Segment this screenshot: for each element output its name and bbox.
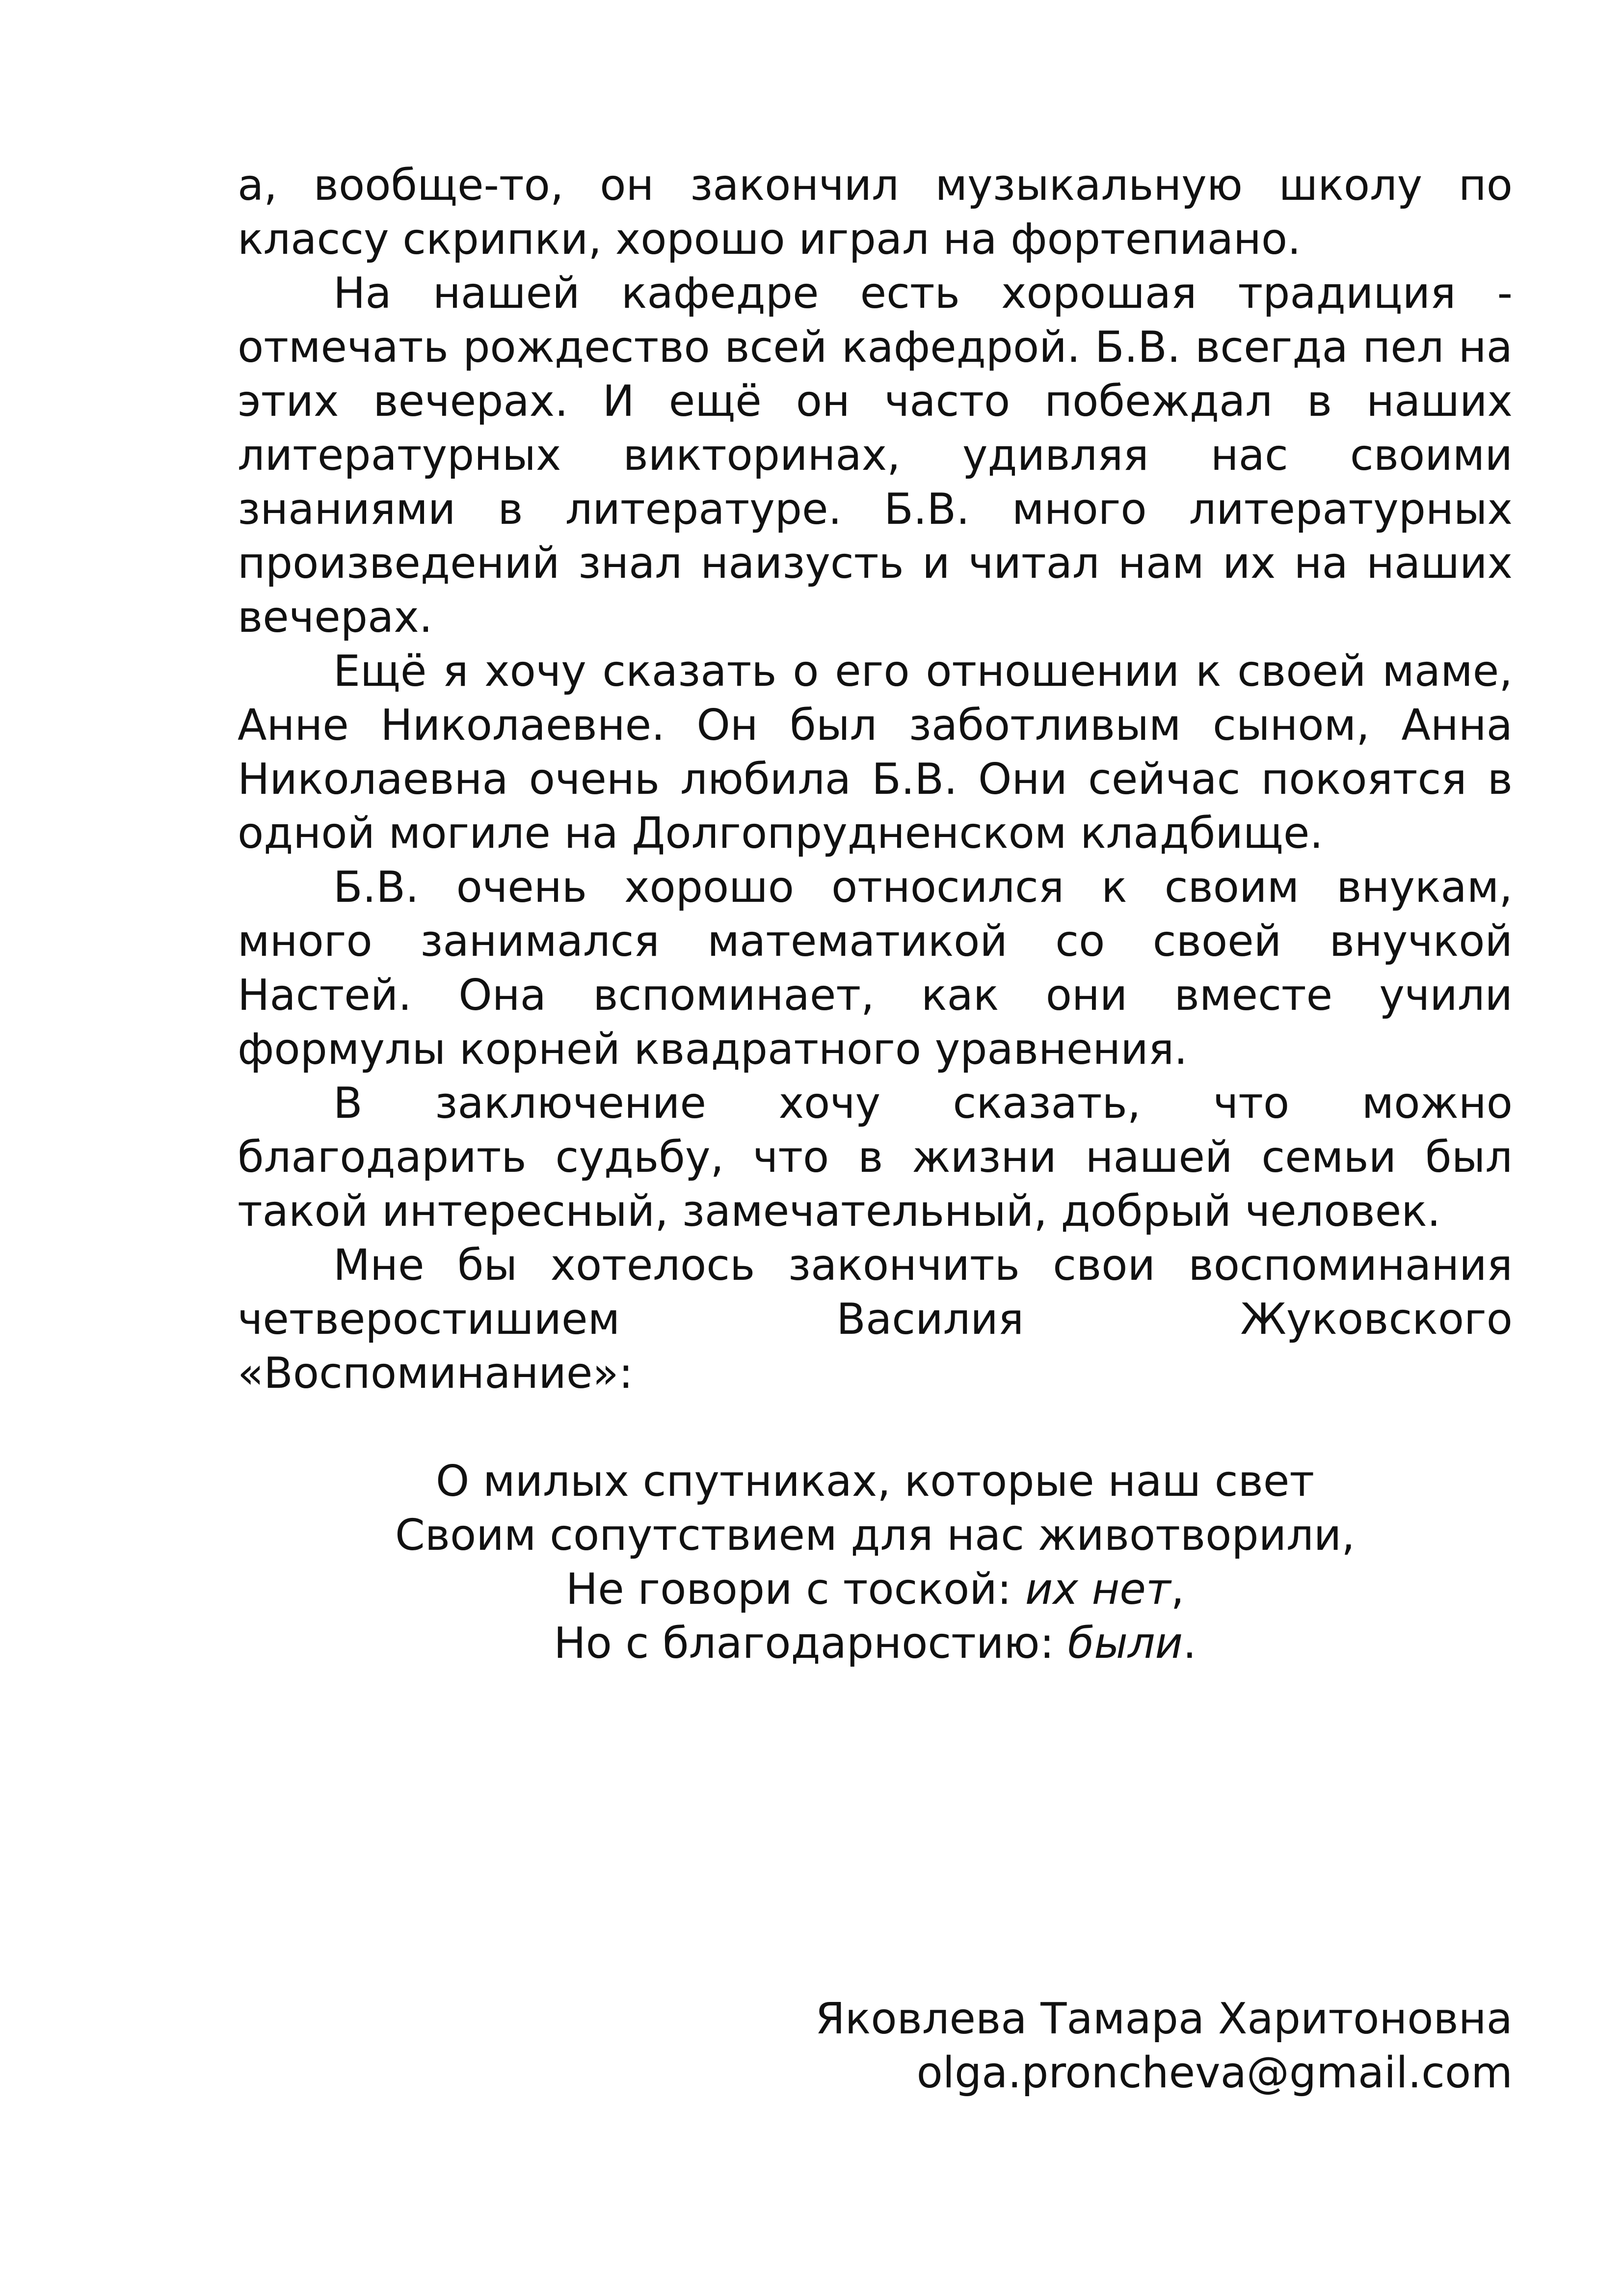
poem-quatrain (238, 1454, 1513, 1670)
poem-line-3 (238, 1562, 1513, 1616)
memoir-text (238, 158, 1513, 1400)
paragraph-mother: Ещё я хочу сказать о его отношении к своей маме, Анне Николаевне. Он был заботливым сыном, Анна Николаевна очень любила Б.В. Они сейчас покоятся в одной могиле на Долгопрудненском кладбище. (238, 646, 1513, 858)
author-email: olga.proncheva@gmail.com (916, 2048, 1513, 2098)
paragraph-music-school: а, вообще-то, он закончил музыкальную школу по классу скрипки, хорошо играл на фортепиано. (238, 160, 1513, 264)
poem-line-2: Своим сопутствием для нас животворили, (395, 1510, 1355, 1560)
poem-line-4 (238, 1616, 1513, 1670)
poem-line-4-italic: были (1067, 1618, 1183, 1668)
poem-line-1: О милых спутниках, которые наш свет (435, 1456, 1315, 1506)
poem-line-3-italic: их нет (1025, 1564, 1171, 1614)
paragraph-department-tradition: На нашей кафедре есть хорошая традиция - отмечать рождество всей кафедрой. Б.В. всегда пел на этих вечерах. И ещё он часто побеждал в наших литературных викторинах, удивляя нас своими знаниями в литературе. Б.В. много литературных произведений знал наизусть и читал нам их на наших вечерах. (238, 268, 1513, 642)
poem-line-4-punct: . (1183, 1618, 1197, 1668)
author-name: Яковлева Тамара Харитоновна (815, 1994, 1513, 2044)
poem-line-3-punct: , (1171, 1564, 1185, 1614)
poem-line-4-text: Но с благодарностию: (554, 1618, 1068, 1668)
paragraph-grandchildren: Б.В. очень хорошо относился к своим внукам, много занимался математикой со своей внучкой Настей. Она вспоминает, как они вместе учили формулы корней квадратного уравнения. (238, 862, 1513, 1074)
paragraph-conclusion: В заключение хочу сказать, что можно благодарить судьбу, что в жизни нашей семьи был такой интересный, замечательный, добрый человек. (238, 1078, 1513, 1236)
paragraph-poem-intro: Мне бы хотелось закончить свои воспоминания четверостишием Василия Жуковского «Воспоминание»: (238, 1240, 1513, 1398)
signature-block (687, 1992, 1513, 2100)
poem-line-3-text: Не говори с тоской: (565, 1564, 1025, 1614)
